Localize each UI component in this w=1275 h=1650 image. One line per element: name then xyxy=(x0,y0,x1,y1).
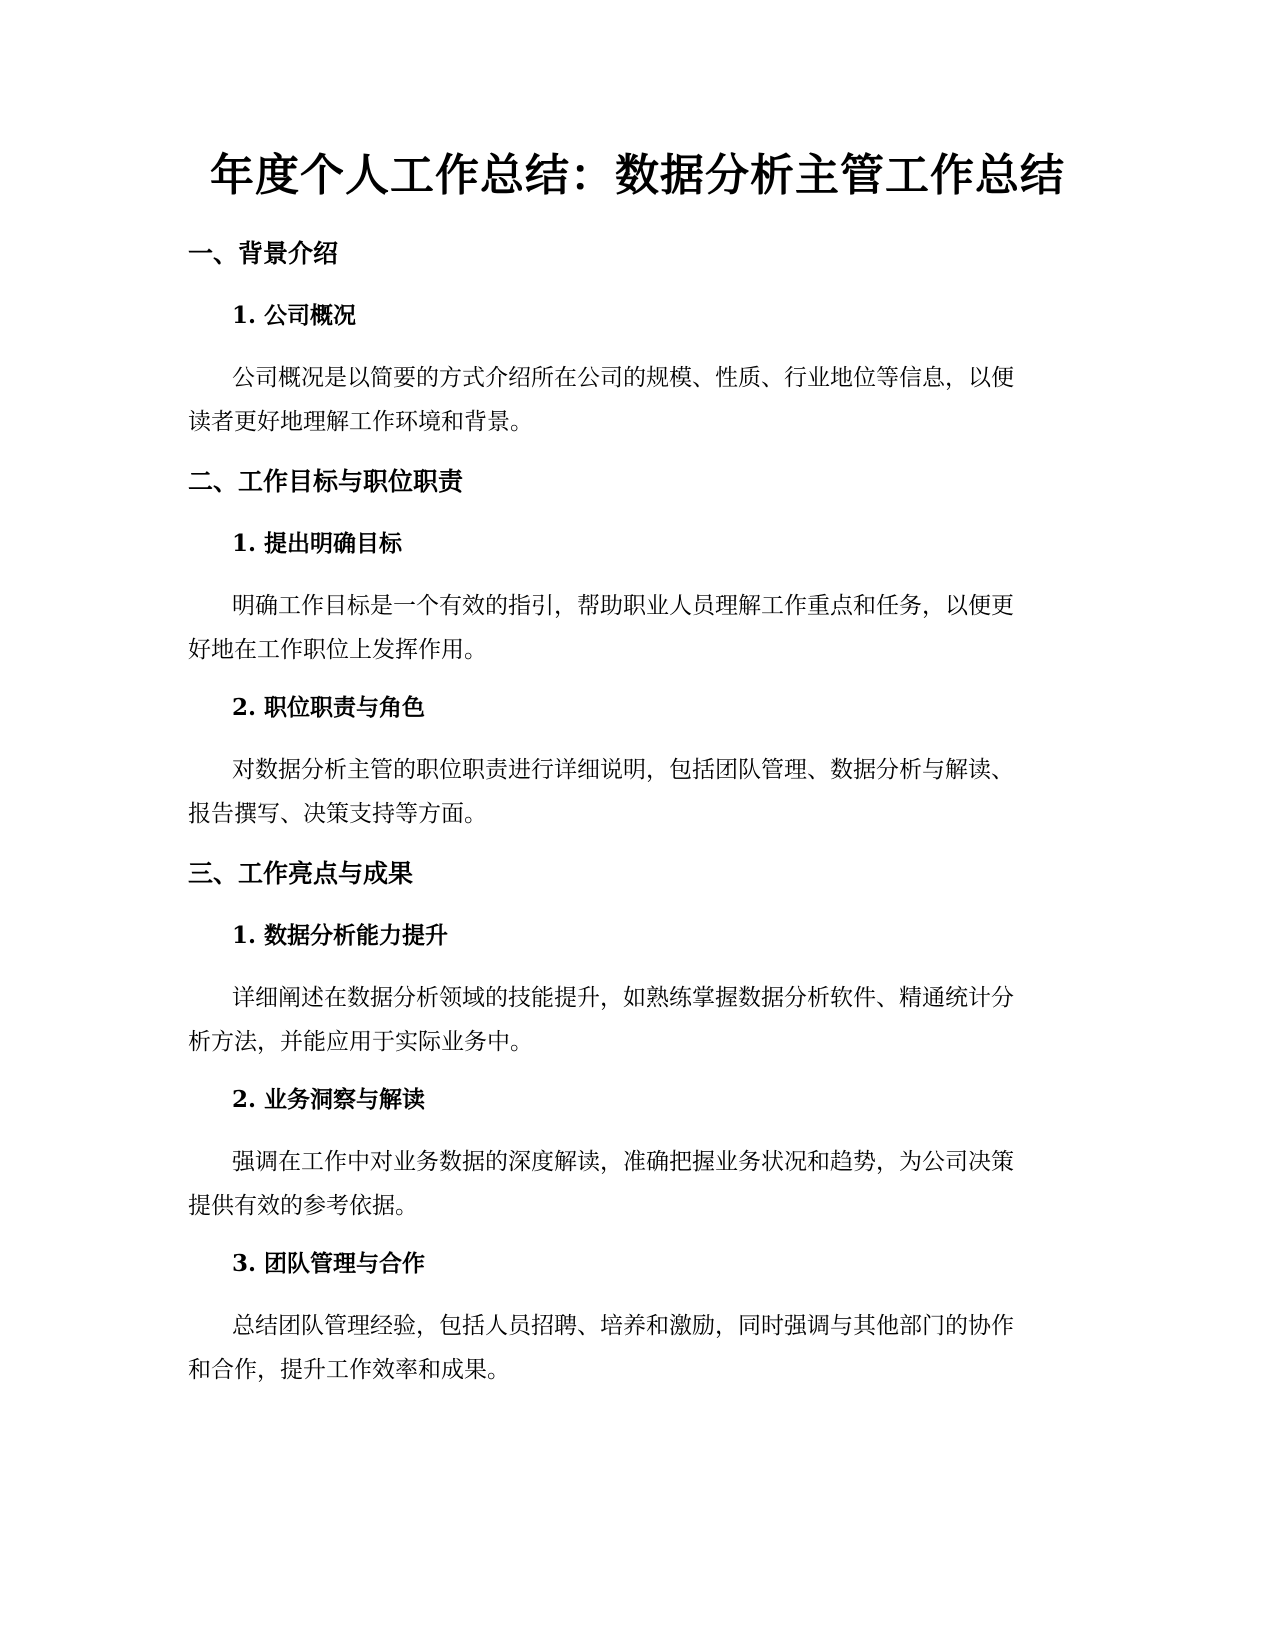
subsection-heading-duties-roles: 2. 职位职责与角色 xyxy=(232,694,426,721)
paragraph-line: 公司概况是以简要的方式介绍所在公司的规模、性质、行业地位等信息，以便 xyxy=(232,365,1014,391)
section-heading-highlights: 三、工作亮点与成果 xyxy=(188,859,414,888)
subsection-heading-clear-goals: 1. 提出明确目标 xyxy=(232,530,403,557)
paragraph-line: 读者更好地理解工作环境和背景。 xyxy=(188,409,533,435)
paragraph-business-insight xyxy=(188,1140,1088,1228)
paragraph-analysis-skills xyxy=(188,976,1088,1064)
paragraph-line: 析方法，并能应用于实际业务中。 xyxy=(188,1029,533,1055)
paragraph-duties-roles xyxy=(188,748,1088,836)
paragraph-line: 明确工作目标是一个有效的指引，帮助职业人员理解工作重点和任务，以便更 xyxy=(232,593,1014,619)
subsection-heading-team-management: 3. 团队管理与合作 xyxy=(232,1250,426,1277)
paragraph-line: 和合作，提升工作效率和成果。 xyxy=(188,1357,510,1383)
subsection-heading-company-overview: 1. 公司概况 xyxy=(232,302,357,329)
paragraph-company-overview xyxy=(188,356,1088,444)
paragraph-line: 提供有效的参考依据。 xyxy=(188,1193,418,1219)
paragraph-line: 强调在工作中对业务数据的深度解读，准确把握业务状况和趋势，为公司决策 xyxy=(232,1149,1014,1175)
paragraph-line: 报告撰写、决策支持等方面。 xyxy=(188,801,487,827)
document-title: 年度个人工作总结：数据分析主管工作总结 xyxy=(210,150,1065,201)
paragraph-line: 详细阐述在数据分析领域的技能提升，如熟练掌握数据分析软件、精通统计分 xyxy=(232,985,1014,1011)
subsection-heading-analysis-skills: 1. 数据分析能力提升 xyxy=(232,922,449,949)
paragraph-clear-goals xyxy=(188,584,1088,672)
subsection-heading-business-insight: 2. 业务洞察与解读 xyxy=(232,1086,426,1113)
paragraph-line: 好地在工作职位上发挥作用。 xyxy=(188,637,487,663)
paragraph-team-management xyxy=(188,1304,1088,1392)
paragraph-line: 对数据分析主管的职位职责进行详细说明，包括团队管理、数据分析与解读、 xyxy=(232,757,1014,783)
section-heading-background: 一、背景介绍 xyxy=(188,239,339,268)
paragraph-line: 总结团队管理经验，包括人员招聘、培养和激励，同时强调与其他部门的协作 xyxy=(232,1313,1014,1339)
section-heading-goals-duties: 二、工作目标与职位职责 xyxy=(188,467,464,496)
